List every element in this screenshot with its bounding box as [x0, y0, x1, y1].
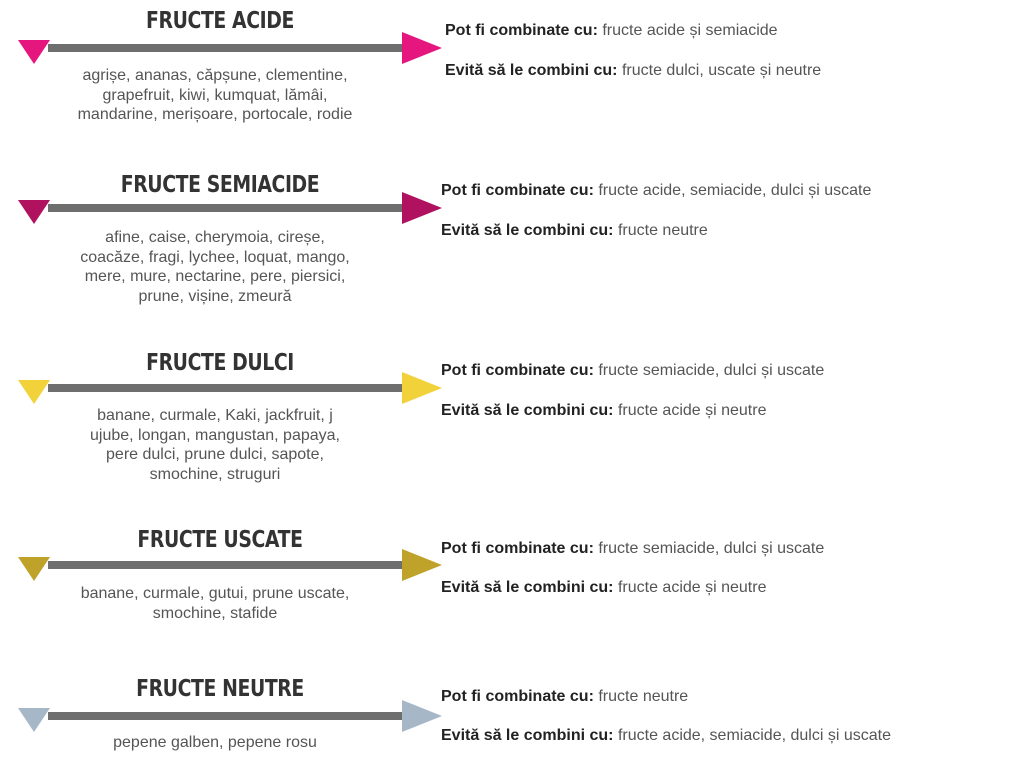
- group-title: FRUCTE DULCI: [146, 350, 294, 376]
- fruit-list: [30, 584, 400, 623]
- fruit-line: banane, curmale, gutui, prune uscate,: [80, 585, 350, 602]
- combine-label: Pot fi combinate cu:: [445, 22, 598, 39]
- group-fructe-acide: [0, 0, 1024, 140]
- fruit-line: agrișe, ananas, căpșune, clementine,: [82, 67, 348, 84]
- avoid-info: [441, 727, 891, 745]
- combine-label: Pot fi combinate cu:: [441, 362, 594, 379]
- left-triangle-marker: [18, 557, 50, 581]
- fruit-line: mandarine, merișoare, portocale, rodie: [77, 106, 353, 123]
- group-title: FRUCTE SEMIACIDE: [120, 172, 320, 198]
- group-fructe-neutre: [0, 676, 1024, 770]
- avoid-info: [441, 579, 766, 597]
- right-arrowhead: [402, 32, 442, 64]
- arrow-line: [48, 384, 404, 392]
- arrow-connector: [18, 192, 448, 232]
- combine-label: Pot fi combinate cu:: [441, 540, 594, 557]
- fruit-line: ujube, longan, mangustan, papaya,: [90, 426, 340, 444]
- fruit-line: prune, vișine, zmeură: [138, 287, 292, 305]
- fruit-line: coacăze, fragi, lychee, loquat, mango,: [80, 248, 350, 266]
- group-fructe-uscate: [0, 527, 1024, 637]
- avoid-value: fructe acide și neutre: [617, 402, 767, 419]
- avoid-label: Evită să le combini cu:: [441, 727, 614, 744]
- fruit-line: grapefruit, kiwi, kumquat, lămâi,: [102, 86, 328, 104]
- combine-info: [441, 540, 824, 558]
- combine-value: fructe neutre: [598, 688, 689, 705]
- arrow-line: [48, 44, 404, 52]
- fruit-list: [30, 406, 400, 484]
- arrow-connector: [18, 549, 448, 589]
- arrow-line: [48, 561, 404, 569]
- fruit-list: [30, 228, 400, 306]
- avoid-info: [441, 402, 766, 420]
- fruit-line: afine, caise, cherymoia, cireșe,: [105, 229, 325, 246]
- avoid-value: fructe neutre: [617, 222, 708, 239]
- right-arrowhead: [402, 700, 442, 732]
- combine-value: fructe acide, semiacide, dulci și uscate: [598, 182, 872, 199]
- combine-info: [445, 22, 778, 40]
- avoid-value: fructe acide, semiacide, dulci și uscate: [617, 727, 891, 744]
- avoid-value: fructe acide și neutre: [617, 579, 767, 596]
- fruit-line: smochine, stafide: [152, 604, 278, 622]
- left-triangle-marker: [18, 40, 50, 64]
- avoid-info: [445, 62, 821, 80]
- fruit-line: pere dulci, prune dulci, sapote,: [106, 446, 324, 463]
- right-arrowhead: [402, 372, 442, 404]
- combine-label: Pot fi combinate cu:: [441, 182, 594, 199]
- fruit-list: [30, 66, 400, 125]
- combine-value: fructe semiacide, dulci și uscate: [598, 362, 825, 379]
- group-title: FRUCTE USCATE: [137, 527, 303, 553]
- combine-info: [441, 182, 871, 200]
- avoid-label: Evită să le combini cu:: [445, 62, 618, 79]
- combine-info: [441, 688, 688, 706]
- arrow-line: [48, 204, 404, 212]
- fruit-line: smochine, struguri: [149, 465, 281, 483]
- left-triangle-marker: [18, 200, 50, 224]
- avoid-label: Evită să le combini cu:: [441, 579, 614, 596]
- left-triangle-marker: [18, 380, 50, 404]
- arrow-line: [48, 712, 404, 720]
- fruit-list: [30, 733, 400, 753]
- fruit-line: banane, curmale, Kaki, jackfruit, j: [97, 407, 333, 424]
- group-title: FRUCTE ACIDE: [146, 8, 294, 34]
- left-triangle-marker: [18, 708, 50, 732]
- combine-value: fructe acide și semiacide: [602, 22, 778, 39]
- group-fructe-dulci: [0, 350, 1024, 490]
- group-title: FRUCTE NEUTRE: [136, 676, 304, 702]
- right-arrowhead: [402, 549, 442, 581]
- right-arrowhead: [402, 192, 442, 224]
- combine-info: [441, 362, 824, 380]
- avoid-value: fructe dulci, uscate și neutre: [621, 62, 822, 79]
- fruit-line: mere, mure, nectarine, pere, piersici,: [84, 268, 346, 285]
- combine-value: fructe semiacide, dulci și uscate: [598, 540, 825, 557]
- avoid-info: [441, 222, 708, 240]
- avoid-label: Evită să le combini cu:: [441, 402, 614, 419]
- group-fructe-semiacide: [0, 170, 1024, 310]
- combine-label: Pot fi combinate cu:: [441, 688, 594, 705]
- avoid-label: Evită să le combini cu:: [441, 222, 614, 239]
- fruit-line: pepene galben, pepene rosu: [113, 734, 317, 751]
